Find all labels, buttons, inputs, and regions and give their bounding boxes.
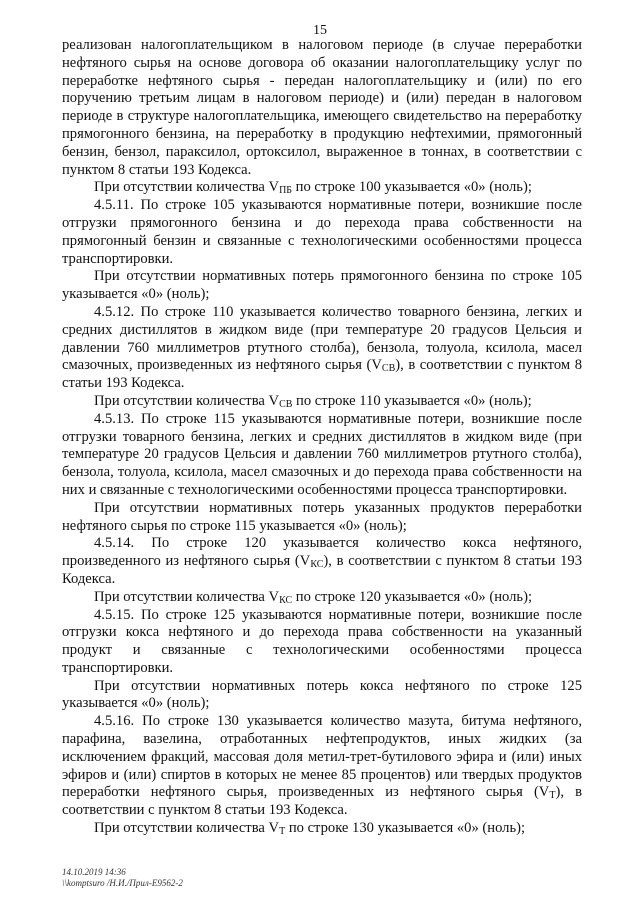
paragraph-4-5-16: 4.5.16. По строке 130 указывается количество мазута, битума нефтяного, парафина, вазелина, отработанных нефтепродуктов, иных жидких (за исключением фракций, массовая доля метил-трет-бутилового эфира и (или) иных эфиров и (или) спиртов в которых не менее 85 процентов) или твердых продуктов переработки нефтяного сырья, произведенных из нефтяного сырья $(V_Т)$, в соответствии с пунктом 8 статьи 193 Кодекса. [62,713,582,819]
paragraph: При отсутствии количества $V_Т$ по строке 130 указывается «0» (ноль); [94,820,526,838]
paragraph: реализован налогоплательщиком в налоговом периоде (в случае переработки нефтяного сырья на основе договора об оказании налогоплательщику услуг по переработке нефтяного сырья - передан налогоплательщику и (или) по его поручению третьим лицам в налоговом периоде) и (или) передан в налоговом периоде в структуре налогоплательщика, имеющего свидетельство на переработку прямогонного бензина, на переработку в продукцию нефтехимии, прямогонный бензин, бензол, параксилол, ортоксилол, выраженное в тоннах, в соответствии с пунктом 8 статьи 193 Кодекса. [62,37,582,178]
paragraph-4-5-15: 4.5.15. По строке 125 указываются нормативные потери, возникшие после отгрузки кокса нефтяного и до перехода права собственности на указанный продукт и связанные с технологическими особенностями процесса транспортировки. [62,606,582,676]
page-number: 15 [313,23,327,38]
paragraph: При отсутствии нормативных потерь кокса нефтяного по строке 125 указывается «0» (ноль); [62,677,582,712]
paragraph-4-5-13: 4.5.13. По строке 115 указываются нормативные потери, возникшие после отгрузки товарного бензина, легких и средних дистиллятов в жидком виде (при температуре 20 градусов Цельсия и давлении 760 миллиметров ртутного столба), бензола, толуола, ксилола, масел смазочных и до перехода права собственности на них и связанные с технологическими особенностями процесса транспортировки. [62,410,582,498]
footer-timestamp: 14.10.2019 14:36 [62,867,126,877]
paragraph: При отсутствии количества $V_{ПБ}$ по строке 100 указывается «0» (ноль); [94,179,532,197]
document-body [62,37,582,838]
paragraph: При отсутствии количества $V_{СВ}$ по строке 110 указывается «0» (ноль); [94,392,532,410]
paragraph: При отсутствии количества $V_{КС}$ по строке 120 указывается «0» (ноль); [94,588,533,606]
footer-file-path: \\komptsuro /Н.И./Прил-Е9562-2 [62,878,183,888]
paragraph-4-5-14: 4.5.14. По строке 120 указывается количество кокса нефтяного, произведенного из нефтяного сырья $(V_{КС})$, в соответствии с пунктом 8 статьи 193 Кодекса. [62,535,582,587]
paragraph: При отсутствии нормативных потерь прямогонного бензина по строке 105 указывается «0» (ноль); [62,268,582,303]
paragraph-4-5-12: 4.5.12. По строке 110 указывается количество товарного бензина, легких и средних дистиллятов в жидком виде (при температуре 20 градусов Цельсия и давлении 760 миллиметров ртутного столба), бензола, толуола, ксилола, масел смазочных, произведенных из нефтяного сырья $(V_{СВ})$, в соответствии с пунктом 8 статьи 193 Кодекса. [62,303,582,392]
paragraph-4-5-11: 4.5.11. По строке 105 указываются нормативные потери, возникшие после отгрузки прямогонного бензина и до перехода права собственности на прямогонный бензин и связанные с технологическими особенностями процесса транспортировки. [62,197,582,267]
paragraph: При отсутствии нормативных потерь указанных продуктов переработки нефтяного сырья по строке 115 указывается «0» (ноль); [62,499,582,534]
footer-stamp [62,867,183,889]
